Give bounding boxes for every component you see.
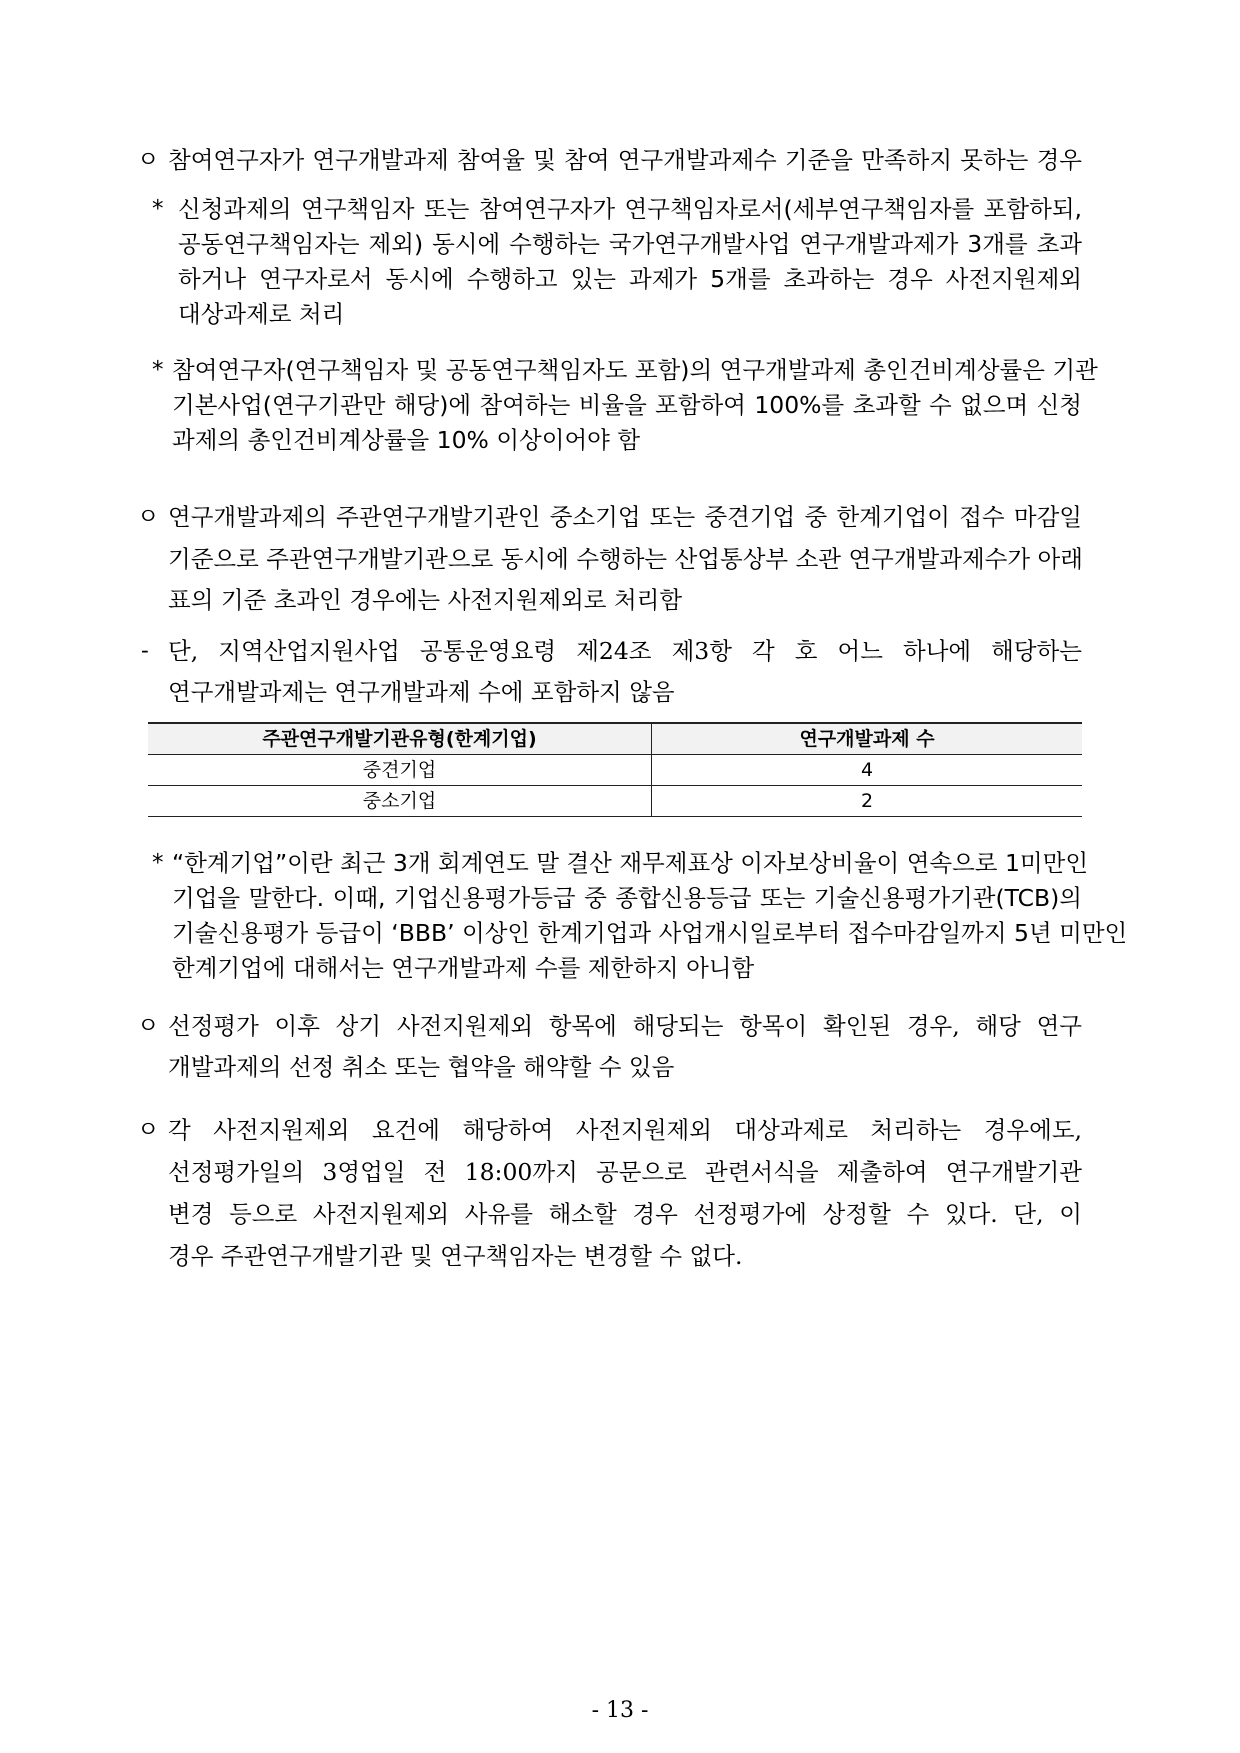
circle-bullet: ㅇ [137, 1013, 160, 1039]
page-number: - 13 - [591, 1698, 649, 1723]
text-line: 공동연구책임자는 제외) 동시에 수행하는 국가연구개발사업 연구개발과제가 3개를 초과 [178, 230, 1082, 258]
dash-bullet: - [141, 638, 149, 664]
circle-bullet: ㅇ [137, 1117, 160, 1143]
table-row [148, 786, 1082, 817]
circle-bullet: ㅇ [137, 504, 160, 530]
text-line: 경우 주관연구개발기관 및 연구책임자는 변경할 수 없다. [168, 1242, 743, 1270]
text-line: 단, 지역산업지원사업 공통운영요령 제24조 제3항 각 호 어느 하나에 해당하는 [168, 637, 1082, 665]
text-line: 기본사업(연구기관만 해당)에 참여하는 비율을 포함하여 100%를 초과할 수 없으며 신청 [172, 391, 1082, 419]
table-cell: 중견기업 [148, 755, 652, 786]
table-row [148, 755, 1082, 786]
text-line: 표의 기준 초과인 경우에는 사전지원제외로 처리함 [168, 586, 683, 614]
text-line: 연구개발과제는 연구개발과제 수에 포함하지 않음 [168, 678, 675, 706]
table-cell: 중소기업 [148, 786, 652, 817]
column-header-institution-type: 주관연구개발기관유형(한계기업) [148, 723, 652, 755]
text-line: 선정평가일의 3영업일 전 18:00까지 공문으로 관련서식을 제출하여 연구개발기관 [168, 1158, 1082, 1186]
table-header-row [148, 723, 1082, 755]
text-line: 선정평가 이후 상기 사전지원제외 항목에 해당되는 항목이 확인된 경우, 해당 연구 [168, 1012, 1082, 1040]
asterisk-bullet: * [152, 196, 164, 222]
text-line: 변경 등으로 사전지원제외 사유를 해소할 경우 선정평가에 상정할 수 있다. 단, 이 [168, 1200, 1082, 1228]
text-line: 기업을 말한다. 이때, 기업신용평가등급 중 종합신용등급 또는 기술신용평가기관(TCB)의 [172, 884, 1082, 912]
text-line: 대상과제로 처리 [178, 300, 345, 328]
text-line: 각 사전지원제외 요건에 해당하여 사전지원제외 대상과제로 처리하는 경우에도, [168, 1116, 1082, 1144]
text-line: 하거나 연구자로서 동시에 수행하고 있는 과제가 5개를 초과하는 경우 사전지원제외 [178, 265, 1082, 293]
table-cell: 4 [652, 755, 1083, 786]
text-line: 참여연구자(연구책임자 및 공동연구책임자도 포함)의 연구개발과제 총인건비계상률은 기관 [172, 356, 1098, 384]
text-line: 참여연구자가 연구개발과제 참여율 및 참여 연구개발과제수 기준을 만족하지 못하는 경우 [168, 146, 1082, 174]
text-line: 신청과제의 연구책임자 또는 참여연구자가 연구책임자로서(세부연구책임자를 포함하되, [178, 195, 1082, 223]
text-line: 기술신용평가 등급이 ‘BBB’ 이상인 한계기업과 사업개시일로부터 접수마감일까지 5년 미만인 [172, 919, 1128, 947]
asterisk-bullet: * [152, 850, 164, 876]
text-line: 기준으로 주관연구개발기관으로 동시에 수행하는 산업통상부 소관 연구개발과제수가 아래 [168, 545, 1083, 573]
table-cell: 2 [652, 786, 1083, 817]
project-limit-table [148, 722, 1082, 817]
circle-bullet: ㅇ [137, 147, 160, 173]
text-line: 연구개발과제의 주관연구개발기관인 중소기업 또는 중견기업 중 한계기업이 접수 마감일 [168, 503, 1082, 531]
column-header-project-count: 연구개발과제 수 [652, 723, 1083, 755]
text-line: “한계기업”이란 최근 3개 회계연도 말 결산 재무제표상 이자보상비율이 연속으로 1미만인 [172, 849, 1089, 877]
text-line: 한계기업에 대해서는 연구개발과제 수를 제한하지 아니함 [172, 954, 755, 982]
asterisk-bullet: * [152, 357, 164, 383]
text-line: 개발과제의 선정 취소 또는 협약을 해약할 수 있음 [168, 1053, 675, 1081]
text-line: 과제의 총인건비계상률을 10% 이상이어야 함 [172, 426, 641, 454]
